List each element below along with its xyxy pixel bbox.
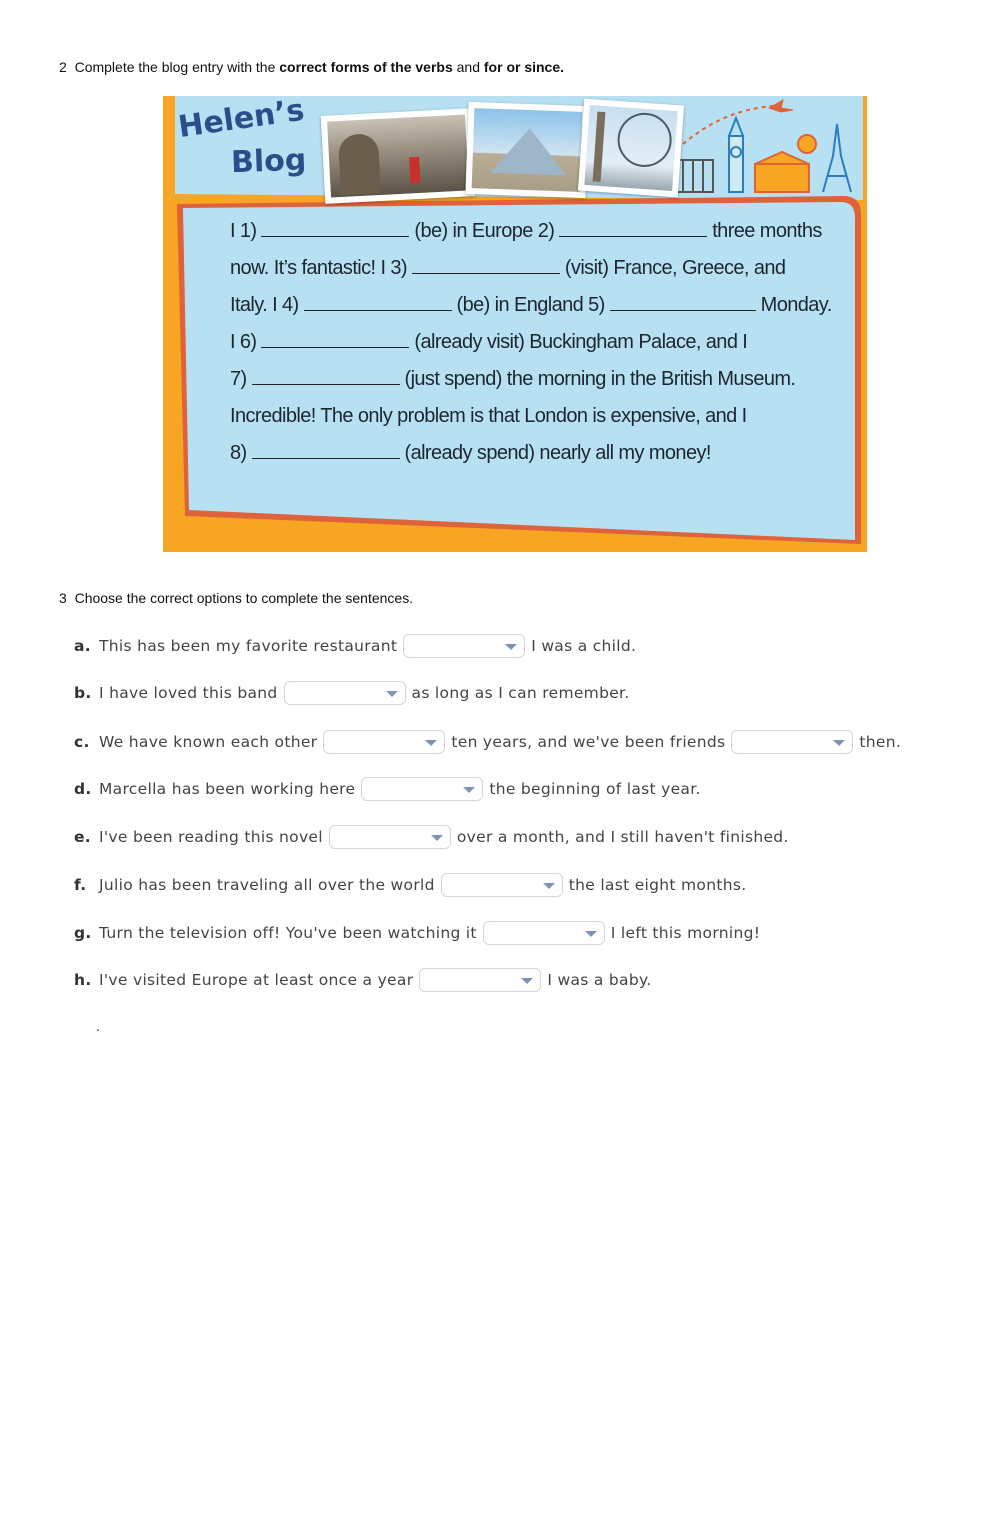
blank-7 — [252, 368, 400, 385]
task-3-number: 3 — [59, 590, 67, 606]
chevron-down-icon — [521, 978, 533, 984]
photo-london-eye — [578, 99, 684, 198]
sentence-letter: b. — [74, 684, 92, 702]
blog-line-5: 7) (just spend) the morning in the British Museum. — [230, 368, 796, 390]
sentence-letter: g. — [74, 924, 92, 942]
chevron-down-icon — [463, 787, 475, 793]
blank-6 — [261, 331, 409, 348]
chevron-down-icon — [505, 644, 517, 650]
task-3-text: Choose the correct options to complete the sentences. — [74, 590, 414, 606]
blank-8 — [252, 442, 400, 459]
blog-line-7: 8) (already spend) nearly all my money! — [230, 442, 711, 464]
task-2-bold-for-since: for or since. — [483, 59, 565, 75]
blank-3 — [412, 257, 560, 274]
trailing-mark: . — [96, 1018, 100, 1034]
chevron-down-icon — [431, 835, 443, 841]
task-2-instruction — [59, 59, 564, 75]
task-2-number: 2 — [59, 59, 67, 75]
sentence-letter: c. — [74, 733, 90, 751]
blog-line-3: Italy. I 4) (be) in England 5) Monday. — [230, 294, 832, 316]
blank-2 — [559, 220, 707, 237]
dropdown-h[interactable] — [419, 968, 541, 992]
sentence-f: f. Julio has been traveling all over the world the last eight months. — [74, 871, 746, 899]
photo-buckingham-palace — [321, 108, 475, 204]
task-3-instruction — [59, 590, 413, 606]
blog-line-4: I 6) (already visit) Buckingham Palace, and I — [230, 331, 748, 353]
dropdown-b[interactable] — [284, 681, 406, 705]
chevron-down-icon — [386, 691, 398, 697]
photo-louvre-pyramid — [465, 102, 588, 198]
sentence-letter: h. — [74, 971, 92, 989]
helens-blog-card — [163, 92, 867, 552]
sentence-d: d. Marcella has been working here the beginning of last year. — [74, 775, 701, 803]
blank-5 — [610, 294, 756, 311]
sentence-g: g. Turn the television off! You've been watching it I left this morning! — [74, 919, 760, 947]
blog-title-line-2: Blog — [230, 142, 307, 181]
sentence-e: e. I've been reading this novel over a month, and I still haven't finished. — [74, 823, 789, 851]
chevron-down-icon — [425, 740, 437, 746]
chevron-down-icon — [543, 883, 555, 889]
dropdown-c2[interactable] — [731, 730, 853, 754]
dropdown-g[interactable] — [483, 921, 605, 945]
sentence-c: c. We have known each other ten years, and we've been friends then. — [74, 728, 901, 756]
sentence-letter: a. — [74, 637, 91, 655]
dropdown-c1[interactable] — [323, 730, 445, 754]
sentence-letter: e. — [74, 828, 92, 846]
blank-4 — [304, 294, 452, 311]
sentence-letter: d. — [74, 780, 92, 798]
sentence-b: b. I have loved this band as long as I can remember. — [74, 679, 630, 707]
blank-1 — [261, 220, 409, 237]
dropdown-a[interactable] — [403, 634, 525, 658]
sentence-a: a. This has been my favorite restaurant I was a child. — [74, 632, 636, 660]
blog-title-line-1: Helen’s — [176, 92, 307, 145]
sentence-h: h. I've visited Europe at least once a year I was a baby. — [74, 966, 651, 994]
sentence-letter: f. — [74, 876, 87, 894]
chevron-down-icon — [585, 931, 597, 937]
chevron-down-icon — [833, 740, 845, 746]
task-2-bold-verbs: correct forms of the verbs — [279, 59, 453, 75]
task-2-text-and: and — [452, 59, 484, 75]
task-2-text: Complete the blog entry with the — [74, 59, 280, 75]
dropdown-f[interactable] — [441, 873, 563, 897]
dropdown-e[interactable] — [329, 825, 451, 849]
dropdown-d[interactable] — [361, 777, 483, 801]
blog-line-2: now. It’s fantastic! I 3) (visit) France, Greece, and — [230, 257, 786, 279]
blog-line-6: Incredible! The only problem is that London is expensive, and I — [230, 405, 747, 427]
blog-line-1: I 1) (be) in Europe 2) three months — [230, 220, 822, 242]
